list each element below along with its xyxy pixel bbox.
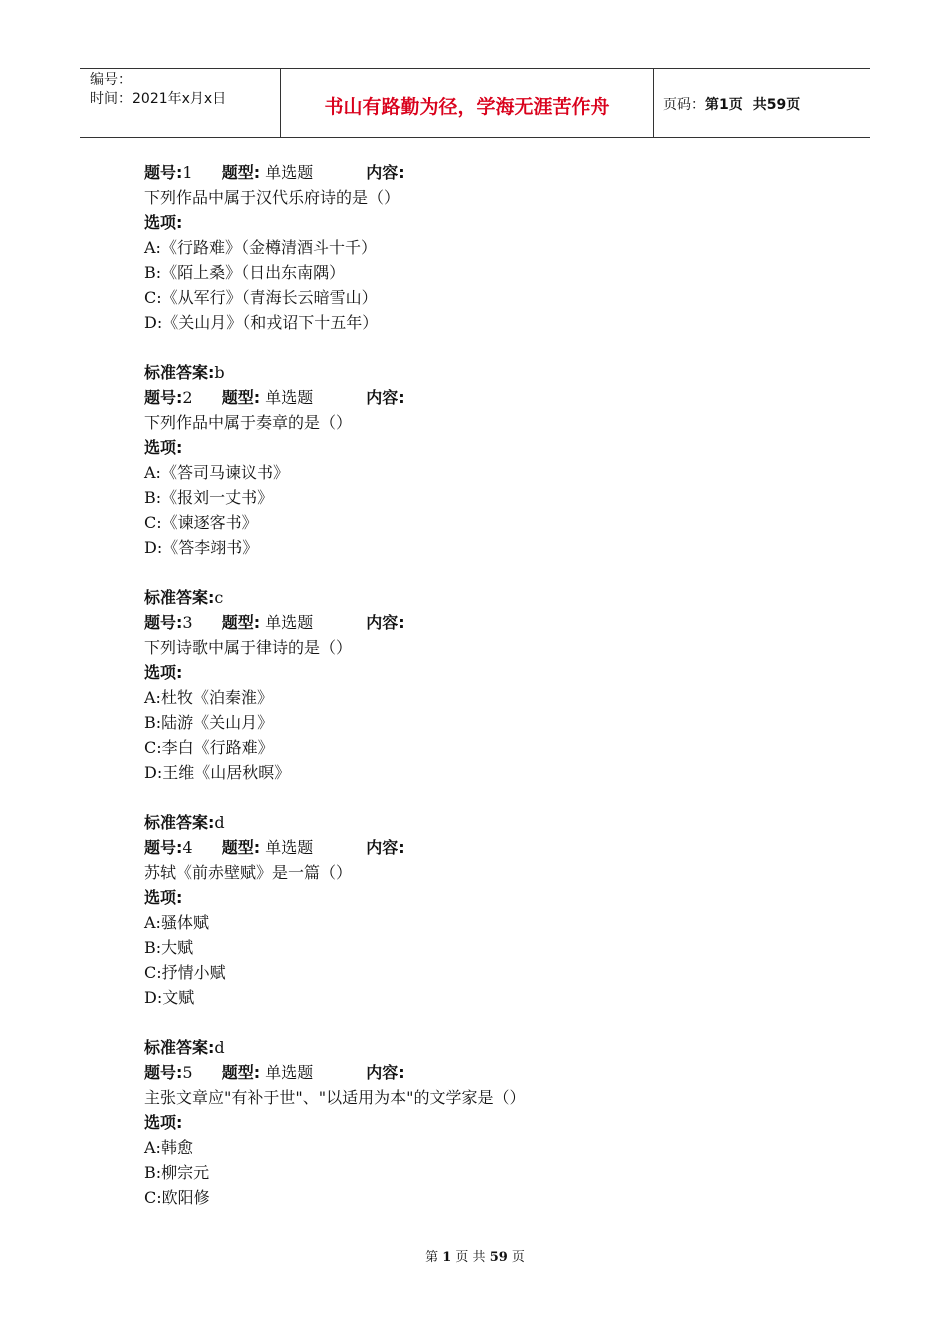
question-number: 1 bbox=[182, 163, 193, 182]
footer-suffix: 页 bbox=[511, 1250, 525, 1265]
answer-label: 标准答案: bbox=[144, 588, 215, 607]
time-label: 时间：2021年x月x日 bbox=[90, 91, 227, 107]
options-label: 选项: bbox=[144, 438, 183, 457]
answer-value: d bbox=[214, 1038, 225, 1057]
question-header bbox=[144, 610, 844, 635]
question-number: 3 bbox=[182, 613, 193, 632]
option-item: B:大赋 bbox=[144, 938, 194, 957]
number-label: 题号: bbox=[144, 838, 183, 857]
question-text: 下列作品中属于奏章的是（） bbox=[144, 413, 353, 432]
option-item: B:陆游《关山月》 bbox=[144, 713, 274, 732]
page-footer bbox=[0, 1246, 950, 1265]
question-header bbox=[144, 385, 844, 410]
question-type: 单选题 bbox=[265, 613, 314, 632]
options-label: 选项: bbox=[144, 888, 183, 907]
option-item: C:《从军行》（青海长云暗雪山） bbox=[144, 288, 378, 307]
answer-label: 标准答案: bbox=[144, 1038, 215, 1057]
answer-label: 标准答案: bbox=[144, 813, 215, 832]
question-block bbox=[144, 1060, 844, 1210]
options-label: 选项: bbox=[144, 1113, 183, 1132]
option-item: C:欧阳修 bbox=[144, 1188, 210, 1207]
question-type: 单选题 bbox=[265, 838, 314, 857]
question-type: 单选题 bbox=[265, 163, 314, 182]
option-item: D:文赋 bbox=[144, 988, 195, 1007]
question-text: 下列诗歌中属于律诗的是（） bbox=[144, 638, 353, 657]
option-item: A:杜牧《泊秦淮》 bbox=[144, 688, 273, 707]
number-label: 题号: bbox=[144, 1063, 183, 1082]
type-label: 题型: bbox=[221, 838, 261, 857]
answer-value: d bbox=[214, 813, 225, 832]
type-label: 题型: bbox=[221, 613, 261, 632]
options-label: 选项: bbox=[144, 213, 183, 232]
question-number: 2 bbox=[182, 388, 193, 407]
question-header bbox=[144, 835, 844, 860]
number-label: 题号: bbox=[144, 163, 183, 182]
header-page-info bbox=[654, 69, 870, 137]
question-block bbox=[144, 610, 844, 835]
option-item: D:王维《山居秋暝》 bbox=[144, 763, 291, 782]
type-label: 题型: bbox=[221, 388, 261, 407]
footer-middle: 页 共 bbox=[455, 1250, 486, 1265]
answer-line bbox=[144, 360, 844, 385]
page-current: 第1页 bbox=[705, 97, 743, 113]
question-number: 5 bbox=[182, 1063, 193, 1082]
serial-label: 编号： bbox=[90, 72, 132, 88]
page-header bbox=[80, 68, 870, 138]
question-list bbox=[144, 160, 844, 1210]
option-item: B:《报刘一丈书》 bbox=[144, 488, 274, 507]
option-item: D:《答李翊书》 bbox=[144, 538, 259, 557]
answer-line bbox=[144, 1035, 844, 1060]
content-label: 内容: bbox=[366, 1063, 405, 1082]
header-motto bbox=[281, 69, 654, 137]
option-item: B:柳宗元 bbox=[144, 1163, 210, 1182]
question-number: 4 bbox=[182, 838, 193, 857]
question-text: 下列作品中属于汉代乐府诗的是（） bbox=[144, 188, 401, 207]
page-total: 共59页 bbox=[752, 97, 801, 113]
answer-value: c bbox=[214, 588, 224, 607]
option-item: B:《陌上桑》（日出东南隅） bbox=[144, 263, 346, 282]
options-label: 选项: bbox=[144, 663, 183, 682]
option-item: A:骚体赋 bbox=[144, 913, 209, 932]
question-header bbox=[144, 1060, 844, 1085]
number-label: 题号: bbox=[144, 613, 183, 632]
content-label: 内容: bbox=[366, 163, 405, 182]
footer-current-page: 1 bbox=[442, 1250, 452, 1265]
page-prefix: 页码： bbox=[663, 97, 705, 113]
motto-text: 书山有路勤为径，学海无涯苦作舟 bbox=[324, 95, 610, 118]
type-label: 题型: bbox=[221, 1063, 261, 1082]
question-type: 单选题 bbox=[265, 388, 314, 407]
question-block bbox=[144, 160, 844, 385]
option-item: C:抒情小赋 bbox=[144, 963, 226, 982]
content-label: 内容: bbox=[366, 613, 405, 632]
question-text: 苏轼《前赤壁赋》是一篇（） bbox=[144, 863, 353, 882]
header-meta bbox=[80, 69, 281, 137]
option-item: D:《关山月》（和戎诏下十五年） bbox=[144, 313, 379, 332]
question-text: 主张文章应"有补于世"、"以适用为本"的文学家是（） bbox=[144, 1088, 526, 1107]
option-item: C:《谏逐客书》 bbox=[144, 513, 258, 532]
option-item: A:《答司马谏议书》 bbox=[144, 463, 289, 482]
question-block bbox=[144, 385, 844, 610]
answer-value: b bbox=[214, 363, 225, 382]
footer-prefix: 第 bbox=[425, 1250, 439, 1265]
option-item: C:李白《行路难》 bbox=[144, 738, 274, 757]
question-header bbox=[144, 160, 844, 185]
number-label: 题号: bbox=[144, 388, 183, 407]
answer-line bbox=[144, 585, 844, 610]
answer-line bbox=[144, 810, 844, 835]
footer-total-pages: 59 bbox=[489, 1250, 508, 1265]
option-item: A:《行路难》（金樽清酒斗十千） bbox=[144, 238, 377, 257]
content-label: 内容: bbox=[366, 388, 405, 407]
content-label: 内容: bbox=[366, 838, 405, 857]
question-type: 单选题 bbox=[265, 1063, 314, 1082]
answer-label: 标准答案: bbox=[144, 363, 215, 382]
question-block bbox=[144, 835, 844, 1060]
option-item: A:韩愈 bbox=[144, 1138, 193, 1157]
type-label: 题型: bbox=[221, 163, 261, 182]
